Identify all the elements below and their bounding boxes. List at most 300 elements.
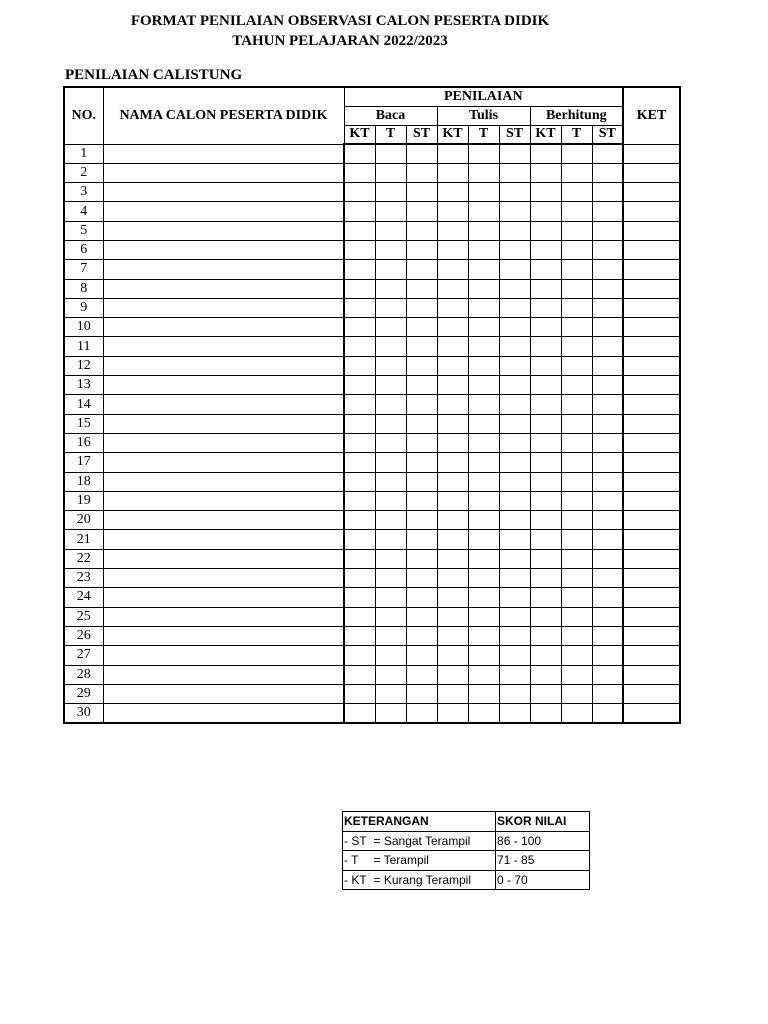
score-cell-berhitung-kt[interactable]: [530, 376, 561, 395]
score-cell-baca-st[interactable]: [406, 376, 437, 395]
ket-cell[interactable]: [623, 665, 680, 684]
score-cell-tulis-kt[interactable]: [437, 356, 468, 375]
score-cell-baca-st[interactable]: [406, 569, 437, 588]
score-cell-berhitung-kt[interactable]: [530, 163, 561, 182]
score-cell-baca-st[interactable]: [406, 144, 437, 163]
ket-cell[interactable]: [623, 414, 680, 433]
score-cell-berhitung-kt[interactable]: [530, 202, 561, 221]
score-cell-tulis-st[interactable]: [499, 356, 530, 375]
score-cell-tulis-st[interactable]: [499, 376, 530, 395]
score-cell-baca-kt[interactable]: [344, 646, 375, 665]
score-cell-baca-kt[interactable]: [344, 414, 375, 433]
score-cell-tulis-t[interactable]: [468, 704, 499, 723]
student-name-cell[interactable]: [103, 298, 344, 317]
score-cell-tulis-t[interactable]: [468, 279, 499, 298]
score-cell-baca-kt[interactable]: [344, 298, 375, 317]
score-cell-tulis-t[interactable]: [468, 588, 499, 607]
score-cell-baca-kt[interactable]: [344, 607, 375, 626]
score-cell-baca-st[interactable]: [406, 356, 437, 375]
score-cell-tulis-st[interactable]: [499, 569, 530, 588]
student-name-cell[interactable]: [103, 433, 344, 452]
score-cell-baca-t[interactable]: [375, 356, 406, 375]
score-cell-berhitung-t[interactable]: [561, 144, 592, 163]
ket-cell[interactable]: [623, 588, 680, 607]
student-name-cell[interactable]: [103, 511, 344, 530]
score-cell-tulis-kt[interactable]: [437, 298, 468, 317]
score-cell-baca-t[interactable]: [375, 453, 406, 472]
score-cell-tulis-t[interactable]: [468, 684, 499, 703]
score-cell-tulis-st[interactable]: [499, 240, 530, 259]
score-cell-tulis-kt[interactable]: [437, 569, 468, 588]
score-cell-tulis-kt[interactable]: [437, 646, 468, 665]
score-cell-tulis-kt[interactable]: [437, 221, 468, 240]
score-cell-baca-st[interactable]: [406, 221, 437, 240]
score-cell-baca-t[interactable]: [375, 569, 406, 588]
score-cell-baca-st[interactable]: [406, 511, 437, 530]
ket-cell[interactable]: [623, 433, 680, 452]
score-cell-baca-kt[interactable]: [344, 279, 375, 298]
score-cell-berhitung-t[interactable]: [561, 260, 592, 279]
score-cell-tulis-t[interactable]: [468, 298, 499, 317]
score-cell-baca-st[interactable]: [406, 646, 437, 665]
score-cell-baca-st[interactable]: [406, 260, 437, 279]
score-cell-berhitung-t[interactable]: [561, 646, 592, 665]
student-name-cell[interactable]: [103, 549, 344, 568]
student-name-cell[interactable]: [103, 260, 344, 279]
score-cell-berhitung-st[interactable]: [592, 569, 623, 588]
score-cell-tulis-st[interactable]: [499, 318, 530, 337]
score-cell-baca-st[interactable]: [406, 240, 437, 259]
score-cell-baca-st[interactable]: [406, 453, 437, 472]
ket-cell[interactable]: [623, 646, 680, 665]
score-cell-tulis-st[interactable]: [499, 626, 530, 645]
score-cell-berhitung-kt[interactable]: [530, 511, 561, 530]
student-name-cell[interactable]: [103, 279, 344, 298]
score-cell-tulis-st[interactable]: [499, 704, 530, 723]
score-cell-tulis-t[interactable]: [468, 395, 499, 414]
student-name-cell[interactable]: [103, 240, 344, 259]
score-cell-baca-kt[interactable]: [344, 684, 375, 703]
score-cell-berhitung-st[interactable]: [592, 704, 623, 723]
score-cell-berhitung-t[interactable]: [561, 240, 592, 259]
score-cell-baca-t[interactable]: [375, 626, 406, 645]
score-cell-tulis-t[interactable]: [468, 549, 499, 568]
ket-cell[interactable]: [623, 684, 680, 703]
score-cell-baca-kt[interactable]: [344, 472, 375, 491]
student-name-cell[interactable]: [103, 376, 344, 395]
score-cell-tulis-t[interactable]: [468, 337, 499, 356]
score-cell-berhitung-kt[interactable]: [530, 453, 561, 472]
ket-cell[interactable]: [623, 704, 680, 723]
score-cell-tulis-st[interactable]: [499, 298, 530, 317]
score-cell-baca-st[interactable]: [406, 491, 437, 510]
score-cell-baca-t[interactable]: [375, 704, 406, 723]
score-cell-baca-t[interactable]: [375, 183, 406, 202]
score-cell-tulis-st[interactable]: [499, 279, 530, 298]
score-cell-berhitung-kt[interactable]: [530, 491, 561, 510]
score-cell-berhitung-kt[interactable]: [530, 549, 561, 568]
ket-cell[interactable]: [623, 626, 680, 645]
score-cell-berhitung-st[interactable]: [592, 202, 623, 221]
score-cell-tulis-st[interactable]: [499, 414, 530, 433]
score-cell-baca-st[interactable]: [406, 704, 437, 723]
score-cell-tulis-kt[interactable]: [437, 684, 468, 703]
score-cell-berhitung-st[interactable]: [592, 626, 623, 645]
score-cell-tulis-st[interactable]: [499, 549, 530, 568]
score-cell-tulis-kt[interactable]: [437, 607, 468, 626]
score-cell-tulis-st[interactable]: [499, 260, 530, 279]
score-cell-tulis-st[interactable]: [499, 337, 530, 356]
score-cell-berhitung-st[interactable]: [592, 491, 623, 510]
score-cell-berhitung-st[interactable]: [592, 279, 623, 298]
score-cell-berhitung-t[interactable]: [561, 453, 592, 472]
score-cell-baca-t[interactable]: [375, 337, 406, 356]
score-cell-tulis-t[interactable]: [468, 240, 499, 259]
score-cell-baca-kt[interactable]: [344, 549, 375, 568]
score-cell-berhitung-kt[interactable]: [530, 395, 561, 414]
score-cell-tulis-kt[interactable]: [437, 549, 468, 568]
score-cell-tulis-st[interactable]: [499, 202, 530, 221]
score-cell-berhitung-t[interactable]: [561, 607, 592, 626]
score-cell-baca-t[interactable]: [375, 530, 406, 549]
score-cell-baca-kt[interactable]: [344, 376, 375, 395]
student-name-cell[interactable]: [103, 356, 344, 375]
score-cell-tulis-st[interactable]: [499, 665, 530, 684]
student-name-cell[interactable]: [103, 221, 344, 240]
score-cell-berhitung-kt[interactable]: [530, 626, 561, 645]
score-cell-tulis-kt[interactable]: [437, 240, 468, 259]
score-cell-berhitung-st[interactable]: [592, 588, 623, 607]
score-cell-tulis-kt[interactable]: [437, 163, 468, 182]
score-cell-baca-kt[interactable]: [344, 221, 375, 240]
score-cell-tulis-kt[interactable]: [437, 704, 468, 723]
score-cell-baca-t[interactable]: [375, 279, 406, 298]
score-cell-tulis-t[interactable]: [468, 453, 499, 472]
score-cell-berhitung-kt[interactable]: [530, 588, 561, 607]
score-cell-tulis-kt[interactable]: [437, 472, 468, 491]
score-cell-baca-kt[interactable]: [344, 530, 375, 549]
score-cell-baca-t[interactable]: [375, 414, 406, 433]
score-cell-tulis-t[interactable]: [468, 626, 499, 645]
score-cell-berhitung-kt[interactable]: [530, 414, 561, 433]
score-cell-berhitung-t[interactable]: [561, 549, 592, 568]
ket-cell[interactable]: [623, 607, 680, 626]
score-cell-tulis-t[interactable]: [468, 183, 499, 202]
score-cell-tulis-st[interactable]: [499, 684, 530, 703]
score-cell-berhitung-t[interactable]: [561, 356, 592, 375]
ket-cell[interactable]: [623, 163, 680, 182]
score-cell-tulis-t[interactable]: [468, 646, 499, 665]
score-cell-berhitung-kt[interactable]: [530, 260, 561, 279]
score-cell-berhitung-st[interactable]: [592, 433, 623, 452]
score-cell-berhitung-st[interactable]: [592, 240, 623, 259]
score-cell-berhitung-st[interactable]: [592, 221, 623, 240]
ket-cell[interactable]: [623, 279, 680, 298]
score-cell-tulis-t[interactable]: [468, 414, 499, 433]
score-cell-baca-st[interactable]: [406, 414, 437, 433]
score-cell-berhitung-kt[interactable]: [530, 183, 561, 202]
score-cell-baca-t[interactable]: [375, 318, 406, 337]
score-cell-berhitung-st[interactable]: [592, 356, 623, 375]
ket-cell[interactable]: [623, 221, 680, 240]
student-name-cell[interactable]: [103, 163, 344, 182]
score-cell-baca-st[interactable]: [406, 318, 437, 337]
score-cell-baca-t[interactable]: [375, 202, 406, 221]
score-cell-berhitung-kt[interactable]: [530, 646, 561, 665]
score-cell-berhitung-kt[interactable]: [530, 607, 561, 626]
score-cell-berhitung-t[interactable]: [561, 202, 592, 221]
score-cell-berhitung-t[interactable]: [561, 337, 592, 356]
score-cell-tulis-kt[interactable]: [437, 183, 468, 202]
score-cell-baca-kt[interactable]: [344, 588, 375, 607]
score-cell-tulis-t[interactable]: [468, 511, 499, 530]
student-name-cell[interactable]: [103, 318, 344, 337]
score-cell-berhitung-t[interactable]: [561, 395, 592, 414]
score-cell-tulis-t[interactable]: [468, 318, 499, 337]
score-cell-baca-st[interactable]: [406, 337, 437, 356]
score-cell-tulis-st[interactable]: [499, 511, 530, 530]
score-cell-baca-st[interactable]: [406, 279, 437, 298]
student-name-cell[interactable]: [103, 337, 344, 356]
score-cell-baca-st[interactable]: [406, 395, 437, 414]
score-cell-tulis-st[interactable]: [499, 395, 530, 414]
student-name-cell[interactable]: [103, 202, 344, 221]
score-cell-berhitung-kt[interactable]: [530, 221, 561, 240]
score-cell-baca-t[interactable]: [375, 240, 406, 259]
score-cell-baca-st[interactable]: [406, 202, 437, 221]
score-cell-berhitung-st[interactable]: [592, 549, 623, 568]
ket-cell[interactable]: [623, 472, 680, 491]
score-cell-berhitung-t[interactable]: [561, 221, 592, 240]
score-cell-berhitung-kt[interactable]: [530, 144, 561, 163]
score-cell-berhitung-st[interactable]: [592, 530, 623, 549]
ket-cell[interactable]: [623, 318, 680, 337]
score-cell-berhitung-st[interactable]: [592, 511, 623, 530]
score-cell-tulis-kt[interactable]: [437, 511, 468, 530]
score-cell-baca-kt[interactable]: [344, 433, 375, 452]
score-cell-tulis-st[interactable]: [499, 183, 530, 202]
ket-cell[interactable]: [623, 569, 680, 588]
score-cell-tulis-t[interactable]: [468, 260, 499, 279]
student-name-cell[interactable]: [103, 569, 344, 588]
score-cell-berhitung-t[interactable]: [561, 626, 592, 645]
score-cell-tulis-st[interactable]: [499, 646, 530, 665]
score-cell-baca-st[interactable]: [406, 626, 437, 645]
score-cell-berhitung-t[interactable]: [561, 530, 592, 549]
score-cell-baca-st[interactable]: [406, 163, 437, 182]
score-cell-baca-st[interactable]: [406, 588, 437, 607]
ket-cell[interactable]: [623, 530, 680, 549]
score-cell-baca-t[interactable]: [375, 163, 406, 182]
score-cell-tulis-kt[interactable]: [437, 144, 468, 163]
score-cell-baca-kt[interactable]: [344, 511, 375, 530]
score-cell-baca-st[interactable]: [406, 607, 437, 626]
score-cell-baca-kt[interactable]: [344, 202, 375, 221]
score-cell-baca-t[interactable]: [375, 588, 406, 607]
student-name-cell[interactable]: [103, 530, 344, 549]
score-cell-tulis-t[interactable]: [468, 569, 499, 588]
score-cell-baca-t[interactable]: [375, 646, 406, 665]
score-cell-baca-t[interactable]: [375, 511, 406, 530]
score-cell-baca-kt[interactable]: [344, 453, 375, 472]
score-cell-tulis-t[interactable]: [468, 163, 499, 182]
score-cell-tulis-st[interactable]: [499, 144, 530, 163]
student-name-cell[interactable]: [103, 395, 344, 414]
score-cell-berhitung-t[interactable]: [561, 163, 592, 182]
score-cell-baca-st[interactable]: [406, 530, 437, 549]
score-cell-baca-st[interactable]: [406, 298, 437, 317]
score-cell-baca-t[interactable]: [375, 298, 406, 317]
score-cell-tulis-t[interactable]: [468, 144, 499, 163]
ket-cell[interactable]: [623, 240, 680, 259]
score-cell-baca-t[interactable]: [375, 472, 406, 491]
score-cell-tulis-st[interactable]: [499, 588, 530, 607]
score-cell-berhitung-t[interactable]: [561, 183, 592, 202]
score-cell-tulis-t[interactable]: [468, 376, 499, 395]
score-cell-berhitung-t[interactable]: [561, 414, 592, 433]
student-name-cell[interactable]: [103, 472, 344, 491]
score-cell-berhitung-kt[interactable]: [530, 704, 561, 723]
score-cell-baca-kt[interactable]: [344, 665, 375, 684]
ket-cell[interactable]: [623, 356, 680, 375]
score-cell-tulis-st[interactable]: [499, 491, 530, 510]
score-cell-tulis-kt[interactable]: [437, 453, 468, 472]
student-name-cell[interactable]: [103, 588, 344, 607]
score-cell-tulis-t[interactable]: [468, 433, 499, 452]
score-cell-tulis-kt[interactable]: [437, 260, 468, 279]
score-cell-berhitung-st[interactable]: [592, 414, 623, 433]
score-cell-berhitung-t[interactable]: [561, 472, 592, 491]
score-cell-baca-st[interactable]: [406, 684, 437, 703]
student-name-cell[interactable]: [103, 626, 344, 645]
score-cell-tulis-t[interactable]: [468, 472, 499, 491]
score-cell-berhitung-t[interactable]: [561, 511, 592, 530]
score-cell-berhitung-t[interactable]: [561, 569, 592, 588]
score-cell-berhitung-st[interactable]: [592, 646, 623, 665]
score-cell-berhitung-st[interactable]: [592, 376, 623, 395]
score-cell-baca-t[interactable]: [375, 221, 406, 240]
score-cell-berhitung-st[interactable]: [592, 395, 623, 414]
ket-cell[interactable]: [623, 491, 680, 510]
score-cell-tulis-st[interactable]: [499, 472, 530, 491]
score-cell-baca-t[interactable]: [375, 607, 406, 626]
score-cell-tulis-t[interactable]: [468, 356, 499, 375]
score-cell-baca-kt[interactable]: [344, 163, 375, 182]
ket-cell[interactable]: [623, 298, 680, 317]
ket-cell[interactable]: [623, 376, 680, 395]
score-cell-berhitung-t[interactable]: [561, 279, 592, 298]
score-cell-berhitung-kt[interactable]: [530, 318, 561, 337]
score-cell-tulis-kt[interactable]: [437, 665, 468, 684]
score-cell-tulis-kt[interactable]: [437, 376, 468, 395]
score-cell-baca-t[interactable]: [375, 665, 406, 684]
student-name-cell[interactable]: [103, 183, 344, 202]
score-cell-baca-t[interactable]: [375, 684, 406, 703]
score-cell-berhitung-kt[interactable]: [530, 684, 561, 703]
score-cell-baca-kt[interactable]: [344, 356, 375, 375]
score-cell-berhitung-t[interactable]: [561, 433, 592, 452]
score-cell-baca-st[interactable]: [406, 183, 437, 202]
student-name-cell[interactable]: [103, 491, 344, 510]
score-cell-berhitung-kt[interactable]: [530, 665, 561, 684]
score-cell-berhitung-t[interactable]: [561, 588, 592, 607]
score-cell-baca-st[interactable]: [406, 665, 437, 684]
score-cell-berhitung-st[interactable]: [592, 298, 623, 317]
score-cell-berhitung-t[interactable]: [561, 298, 592, 317]
score-cell-baca-kt[interactable]: [344, 318, 375, 337]
score-cell-tulis-kt[interactable]: [437, 318, 468, 337]
ket-cell[interactable]: [623, 144, 680, 163]
score-cell-berhitung-kt[interactable]: [530, 530, 561, 549]
score-cell-baca-t[interactable]: [375, 395, 406, 414]
score-cell-baca-t[interactable]: [375, 260, 406, 279]
score-cell-baca-kt[interactable]: [344, 626, 375, 645]
score-cell-tulis-kt[interactable]: [437, 414, 468, 433]
score-cell-tulis-kt[interactable]: [437, 337, 468, 356]
score-cell-baca-kt[interactable]: [344, 569, 375, 588]
score-cell-baca-st[interactable]: [406, 472, 437, 491]
student-name-cell[interactable]: [103, 414, 344, 433]
score-cell-berhitung-t[interactable]: [561, 665, 592, 684]
score-cell-berhitung-t[interactable]: [561, 704, 592, 723]
student-name-cell[interactable]: [103, 665, 344, 684]
ket-cell[interactable]: [623, 395, 680, 414]
score-cell-tulis-t[interactable]: [468, 665, 499, 684]
ket-cell[interactable]: [623, 453, 680, 472]
score-cell-baca-kt[interactable]: [344, 491, 375, 510]
student-name-cell[interactable]: [103, 453, 344, 472]
score-cell-tulis-st[interactable]: [499, 453, 530, 472]
score-cell-tulis-kt[interactable]: [437, 530, 468, 549]
score-cell-berhitung-kt[interactable]: [530, 569, 561, 588]
score-cell-berhitung-t[interactable]: [561, 684, 592, 703]
score-cell-berhitung-kt[interactable]: [530, 433, 561, 452]
score-cell-tulis-st[interactable]: [499, 433, 530, 452]
score-cell-berhitung-t[interactable]: [561, 376, 592, 395]
score-cell-berhitung-st[interactable]: [592, 453, 623, 472]
score-cell-tulis-kt[interactable]: [437, 626, 468, 645]
score-cell-tulis-st[interactable]: [499, 221, 530, 240]
score-cell-berhitung-kt[interactable]: [530, 356, 561, 375]
student-name-cell[interactable]: [103, 646, 344, 665]
score-cell-tulis-t[interactable]: [468, 221, 499, 240]
score-cell-tulis-kt[interactable]: [437, 588, 468, 607]
ket-cell[interactable]: [623, 337, 680, 356]
score-cell-baca-kt[interactable]: [344, 183, 375, 202]
score-cell-berhitung-kt[interactable]: [530, 337, 561, 356]
score-cell-berhitung-st[interactable]: [592, 607, 623, 626]
ket-cell[interactable]: [623, 183, 680, 202]
student-name-cell[interactable]: [103, 704, 344, 723]
score-cell-tulis-st[interactable]: [499, 530, 530, 549]
score-cell-berhitung-kt[interactable]: [530, 240, 561, 259]
score-cell-tulis-t[interactable]: [468, 491, 499, 510]
score-cell-berhitung-st[interactable]: [592, 472, 623, 491]
score-cell-baca-t[interactable]: [375, 144, 406, 163]
score-cell-berhitung-kt[interactable]: [530, 279, 561, 298]
score-cell-berhitung-st[interactable]: [592, 163, 623, 182]
score-cell-tulis-t[interactable]: [468, 530, 499, 549]
score-cell-baca-st[interactable]: [406, 433, 437, 452]
score-cell-baca-kt[interactable]: [344, 395, 375, 414]
ket-cell[interactable]: [623, 511, 680, 530]
score-cell-berhitung-kt[interactable]: [530, 298, 561, 317]
ket-cell[interactable]: [623, 202, 680, 221]
score-cell-berhitung-st[interactable]: [592, 260, 623, 279]
score-cell-baca-t[interactable]: [375, 549, 406, 568]
score-cell-tulis-kt[interactable]: [437, 202, 468, 221]
score-cell-berhitung-st[interactable]: [592, 318, 623, 337]
